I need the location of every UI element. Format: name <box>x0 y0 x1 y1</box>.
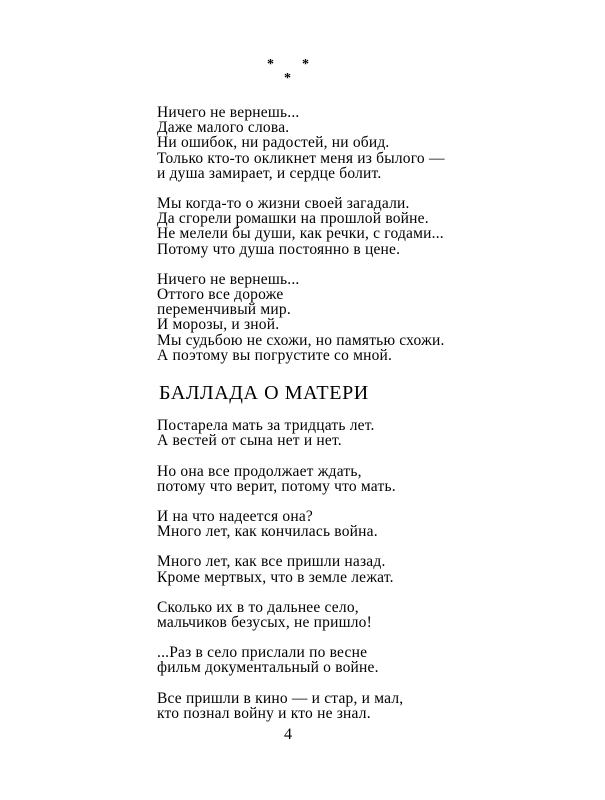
stanza <box>157 645 577 675</box>
poem-title: БАЛЛАДА О МАТЕРИ <box>159 382 369 405</box>
stanza <box>157 418 577 448</box>
verse-line: Оттого все дороже <box>157 286 284 304</box>
verse-line: Сколько их в то дальнее село, <box>157 598 359 616</box>
verse-line: мальчиков безусых, не пришло! <box>157 614 372 632</box>
stanza <box>157 105 577 181</box>
page-number: 4 <box>284 726 292 743</box>
stanza <box>157 196 577 257</box>
verse-line: Ни ошибок, ни радостей, ни обид. <box>157 134 390 152</box>
stanza <box>157 272 577 363</box>
verse-line: Ничего не вернешь... <box>157 104 300 121</box>
verse-line: А вестей от сына нет и нет. <box>157 432 342 450</box>
asterisk: * <box>284 71 291 86</box>
verse-line: кто познал войну и кто не знал. <box>157 704 371 722</box>
verse-line: Только кто-то окликнет меня из былого — <box>157 149 445 167</box>
stanza <box>157 509 577 539</box>
verse-line: и душа замирает, и сердце болит. <box>157 164 382 182</box>
verse-line: Не мелели бы души, как речки, с годами... <box>157 225 444 243</box>
stanza <box>157 464 577 494</box>
verse-line: Ничего не вернешь... <box>157 270 300 288</box>
asterism-separator <box>262 58 316 88</box>
verse-line: Но она все продолжает ждать, <box>157 462 362 480</box>
stanza <box>157 554 577 584</box>
verse-line: потому что верит, потому что мать. <box>157 477 396 495</box>
verse-line: переменчивый мир. <box>157 301 291 319</box>
verse-line: А поэтому вы погрустите со мной. <box>157 346 393 364</box>
verse-line: Да сгорели ромашки на прошлой войне. <box>157 210 429 228</box>
verse-line: И морозы, и зной. <box>157 316 280 334</box>
verse-line: Постарела мать за тридцать лет. <box>157 417 375 435</box>
asterisk: * <box>267 57 274 72</box>
asterisk: * <box>302 57 309 72</box>
verse-line: Мы судьбою не схожи, но памятью схожи. <box>157 331 445 349</box>
stanza <box>157 600 577 630</box>
verse-line: Потому что душа постоянно в цене. <box>157 240 401 258</box>
page-text <box>157 105 577 721</box>
verse-line: Все пришли в кино — и стар, и мал, <box>157 689 404 707</box>
verse-line: Мы когда-то о жизни своей загадали. <box>157 195 410 213</box>
stanza <box>157 691 577 721</box>
verse-line: Даже малого слова. <box>157 119 290 137</box>
verse-line: Кроме мертвых, что в земле лежат. <box>157 568 394 586</box>
verse-line: И на что надеется она? <box>157 508 313 526</box>
verse-line: ...Раз в село прислали по весне <box>157 644 368 662</box>
verse-line: Много лет, как все пришли назад. <box>157 553 386 571</box>
verse-line: фильм документальный о войне. <box>157 659 379 677</box>
verse-line: Много лет, как кончилась война. <box>157 523 378 541</box>
